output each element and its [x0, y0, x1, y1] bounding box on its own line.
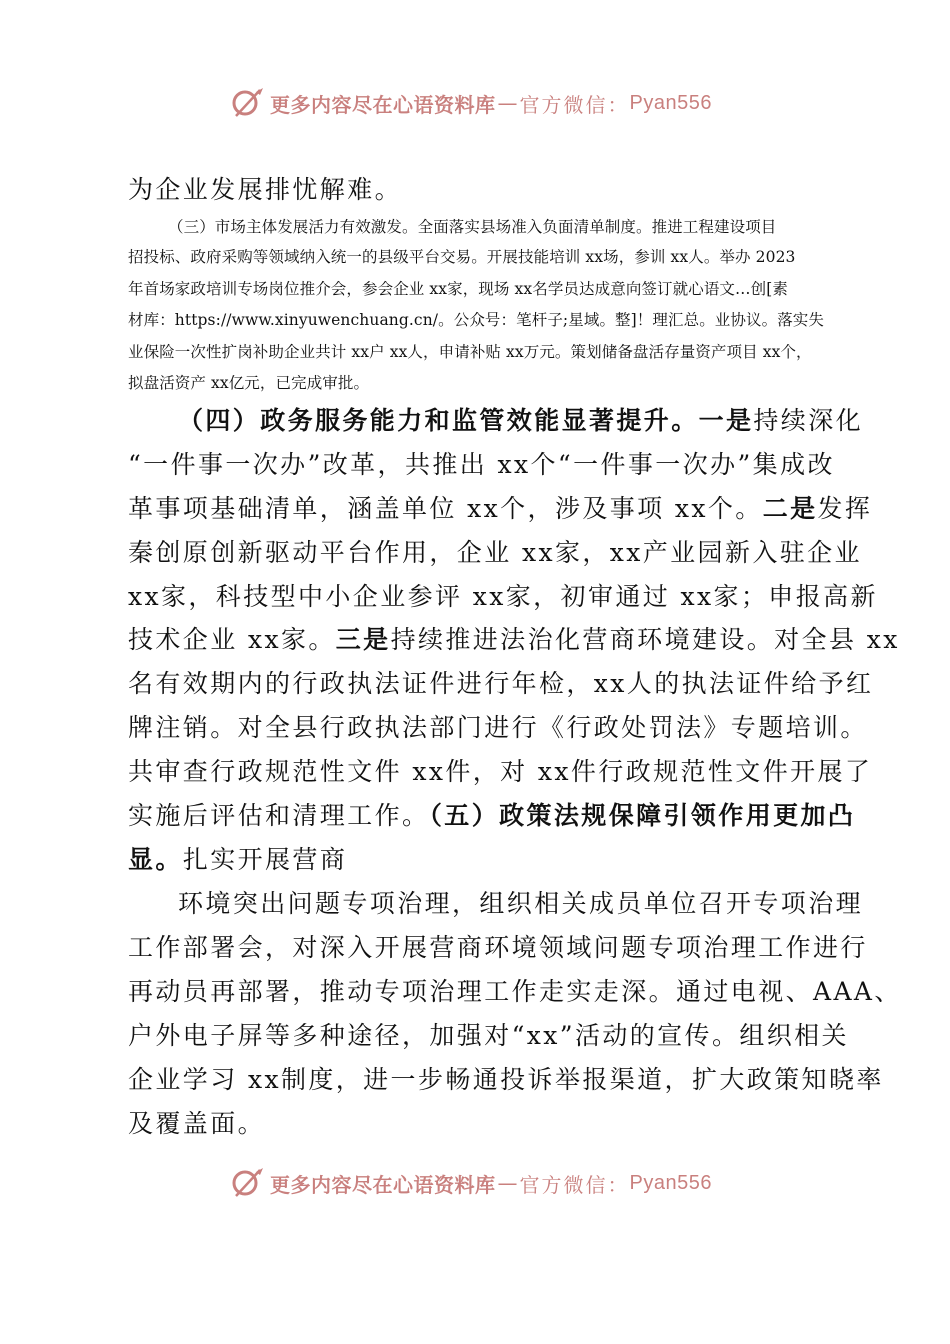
watermark-wechat-id: Pyan556	[629, 1171, 712, 1194]
text-line: 企业学习 xx制度，进一步畅通投诉举报渠道，扩大政策知晓率	[128, 1065, 884, 1094]
bold-marker: 二是	[762, 494, 818, 523]
text-line: 拟盘活资产 xx亿元，已完成审批。	[128, 374, 370, 392]
text-line: 年首场家政培训专场岗位推介会，参会企业 xx家，现场 xx名学员达成意向签订就心语文…创[素	[128, 280, 788, 298]
bold-heading: （五）政策法规保障引领作用更加凸	[429, 801, 856, 830]
pen-logo-icon	[230, 86, 266, 120]
text-line: 共审查行政规范性文件 xx件，对 xx件行政规范性文件开展了	[128, 757, 873, 786]
bold-marker: 三是	[335, 625, 391, 654]
watermark-wechat-id: Pyan556	[629, 91, 712, 114]
text-line: （三）市场主体发展活力有效激发。全面落实县场准入负面清单制度。推进工程建设项目	[168, 218, 777, 236]
watermark-label: 官方微信：	[519, 92, 630, 117]
text-line: 秦创原创新驱动平台作用，企业 xx家，xx产业园新入驻企业	[128, 538, 862, 567]
watermark-text: 更多内容尽在心语资料库	[270, 1172, 496, 1197]
text-line: 名有效期内的行政执法证件进行年检，xx人的执法证件给予红	[128, 669, 874, 698]
text-line: 户外电子屏等多种途径，加强对“xx”活动的宣传。组织相关	[128, 1021, 849, 1050]
text-line: （四）政务服务能力和监管效能显著提升。一是持续深化	[178, 406, 864, 435]
text-line: 技术企业 xx家。三是持续推进法治化营商环境建设。对全县 xx	[128, 625, 900, 654]
text-line: 及覆盖面。	[128, 1109, 266, 1138]
text-line: 为企业发展排忧解难。	[128, 175, 403, 204]
text-line: 再动员再部署，推动专项治理工作走实走深。通过电视、AAA、	[128, 977, 902, 1006]
text-line: 环境突出问题专项治理，组织相关成员单位召开专项治理	[178, 889, 864, 918]
text-line: 实施后评估和清理工作。（五）政策法规保障引领作用更加凸	[128, 801, 856, 830]
text-line: 招投标、政府采购等领域纳入统一的县级平台交易。开展技能培训 xx场，参训 xx人。举办 2023	[128, 248, 796, 266]
bold-heading: 显。	[128, 845, 183, 874]
bold-heading: （四）政务服务能力和监管效能显著提升。一是	[178, 406, 754, 435]
text-line: 革事项基础清单，涵盖单位 xx个，涉及事项 xx个。二是发挥	[128, 494, 873, 523]
text-line: 业保险一次性扩岗补助企业共计 xx户 xx人，申请补贴 xx万元。策划储备盘活存量资产项目 xx个，	[128, 343, 812, 361]
text-line: 工作部署会，对深入开展营商环境领域问题专项治理工作进行	[128, 933, 868, 962]
watermark-footer	[230, 1166, 712, 1200]
pen-logo-icon	[230, 1166, 266, 1200]
text-line: 牌注销。对全县行政执法部门进行《行政处罚法》专题培训。	[128, 713, 868, 742]
text-line: xx家，科技型中小企业参评 xx家，初审通过 xx家；申报高新	[128, 582, 878, 611]
watermark-header	[230, 86, 712, 120]
text-line: “一件事一次办”改革，共推出 xx个“一件事一次办”集成改	[128, 450, 835, 479]
watermark-separator: —	[497, 1171, 518, 1195]
watermark-separator: —	[497, 91, 518, 115]
text-line: 材库：https://www.xinyuwenchuang.cn/。公众号：笔杆子;星域。整]！理汇总。业协议。落实失	[128, 311, 824, 329]
text-line: 显。扎实开展营商	[128, 845, 348, 874]
watermark-label: 官方微信：	[519, 1172, 630, 1197]
watermark-text: 更多内容尽在心语资料库	[270, 92, 496, 117]
